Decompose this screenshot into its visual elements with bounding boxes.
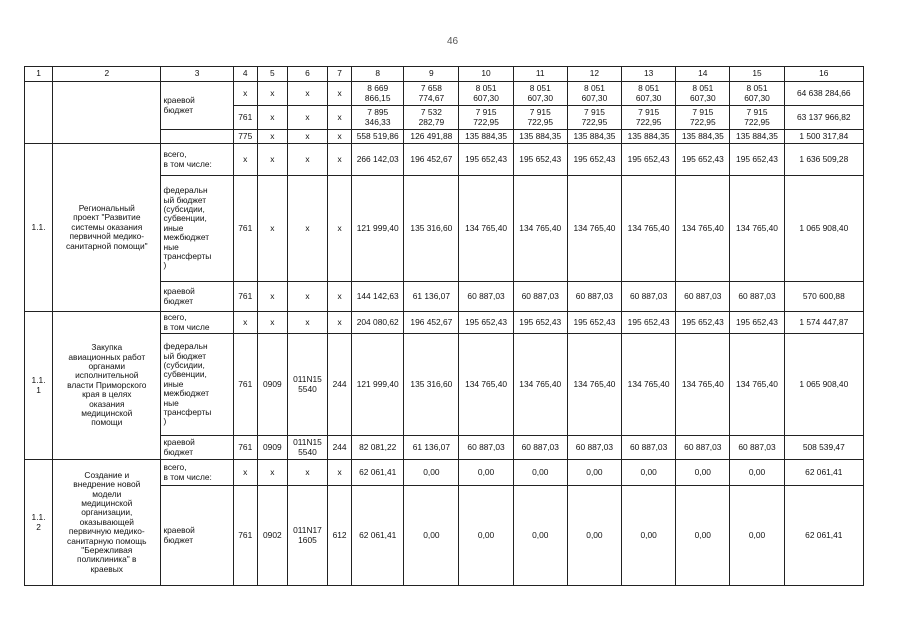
table-cell: 761 [233, 176, 257, 282]
table-cell: x [328, 282, 352, 312]
table-cell: x [257, 82, 287, 106]
row-label: краевой бюджет [161, 486, 233, 586]
table-row [25, 460, 864, 486]
table-cell: 134 765,40 [676, 176, 730, 282]
table-cell: 011N15 5540 [287, 334, 327, 436]
table-cell: 134 765,40 [567, 176, 621, 282]
table-cell: 121 999,40 [352, 176, 404, 282]
table-cell: 195 652,43 [513, 312, 567, 334]
table-cell: 195 652,43 [676, 144, 730, 176]
table-cell: 134 765,40 [622, 334, 676, 436]
table-cell: 134 765,40 [513, 176, 567, 282]
table-cell: 0,00 [513, 460, 567, 486]
table-cell: 570 600,88 [784, 282, 863, 312]
row-label: всего, в том числе: [161, 144, 233, 176]
table-cell: 1 500 317,84 [784, 130, 863, 144]
table-cell: 7 915 722,95 [513, 106, 567, 130]
table-cell: 60 887,03 [676, 436, 730, 460]
table-cell: 0,00 [622, 486, 676, 586]
column-header: 8 [352, 67, 404, 82]
table-cell: 761 [233, 334, 257, 436]
table-cell: x [287, 460, 327, 486]
table-cell: 61 136,07 [404, 436, 459, 460]
table-cell: 0,00 [676, 460, 730, 486]
table-cell: 195 652,43 [730, 144, 784, 176]
table-cell: 195 652,43 [730, 312, 784, 334]
table-cell: 0,00 [567, 486, 621, 586]
table-cell: x [233, 460, 257, 486]
column-header: 9 [404, 67, 459, 82]
table-cell: 7 915 722,95 [567, 106, 621, 130]
table-cell: 60 887,03 [730, 436, 784, 460]
table-cell: 7 915 722,95 [676, 106, 730, 130]
column-header: 6 [287, 67, 327, 82]
table-cell: x [257, 282, 287, 312]
section-number: 1.1. 2 [25, 460, 53, 586]
table-cell: 0902 [257, 486, 287, 586]
column-header: 16 [784, 67, 863, 82]
table-cell: 195 652,43 [676, 312, 730, 334]
table-cell: 134 765,40 [730, 334, 784, 436]
column-header: 2 [53, 67, 161, 82]
table-cell: 761 [233, 436, 257, 460]
table-cell: 196 452,67 [404, 144, 459, 176]
table-cell: 134 765,40 [622, 176, 676, 282]
column-header: 14 [676, 67, 730, 82]
table-cell: 0,00 [459, 460, 513, 486]
table-cell: 60 887,03 [567, 282, 621, 312]
table-cell: 0,00 [567, 460, 621, 486]
column-header: 1 [25, 67, 53, 82]
table-cell: 0,00 [459, 486, 513, 586]
table-cell: 135 884,35 [622, 130, 676, 144]
table-cell: 761 [233, 486, 257, 586]
column-header: 5 [257, 67, 287, 82]
table-cell: 8 051 607,30 [676, 82, 730, 106]
table-cell: 7 915 722,95 [730, 106, 784, 130]
section-title: Создание и внедрение новой модели медицинской организации, оказывающей первичную медико- санитарную помощь "Бережливая поликлиника" в краевых [53, 460, 161, 586]
table-cell: 0,00 [676, 486, 730, 586]
table-cell: 204 080,62 [352, 312, 404, 334]
table-cell: 63 137 966,82 [784, 106, 863, 130]
table-cell: 135 884,35 [567, 130, 621, 144]
column-header: 3 [161, 67, 233, 82]
table-cell: x [328, 144, 352, 176]
table-cell: 134 765,40 [459, 176, 513, 282]
table-cell: x [233, 312, 257, 334]
budget-label: краевой бюджет [161, 82, 233, 130]
table-cell: 60 887,03 [513, 282, 567, 312]
table-cell: 62 061,41 [352, 486, 404, 586]
table-cell: 135 316,60 [404, 334, 459, 436]
table-cell: 1 574 447,87 [784, 312, 863, 334]
column-header: 11 [513, 67, 567, 82]
table-cell: 8 051 607,30 [622, 82, 676, 106]
section-number: 1.1. 1 [25, 312, 53, 460]
table-cell: 121 999,40 [352, 334, 404, 436]
table-cell: x [257, 176, 287, 282]
table-cell: x [287, 282, 327, 312]
column-header: 12 [567, 67, 621, 82]
table-cell: 61 136,07 [404, 282, 459, 312]
table-cell: 0909 [257, 334, 287, 436]
table-cell: 011N17 1605 [287, 486, 327, 586]
table-cell: 134 765,40 [567, 334, 621, 436]
table-cell: 0909 [257, 436, 287, 460]
page-number: 46 [446, 36, 459, 47]
table-cell: 761 [233, 282, 257, 312]
table-cell: 0,00 [404, 460, 459, 486]
column-header: 10 [459, 67, 513, 82]
column-header: 15 [730, 67, 784, 82]
table-cell: 60 887,03 [730, 282, 784, 312]
table-cell: 126 491,88 [404, 130, 459, 144]
table-cell: 134 765,40 [513, 334, 567, 436]
table-cell: x [328, 312, 352, 334]
table-cell: 195 652,43 [567, 312, 621, 334]
table-cell: 7 915 722,95 [459, 106, 513, 130]
table-cell: x [287, 82, 327, 106]
row-label: федеральн ый бюджет (субсидии, субвенции, иные межбюджет ные трансферты ) [161, 176, 233, 282]
empty-cell [25, 82, 53, 144]
row-label: федеральн ый бюджет (субсидии, субвенции, иные межбюджет ные трансферты ) [161, 334, 233, 436]
table-cell: x [287, 144, 327, 176]
table-cell: 0,00 [404, 486, 459, 586]
table-cell: 64 638 284,66 [784, 82, 863, 106]
table-cell: 508 539,47 [784, 436, 863, 460]
table-cell: 60 887,03 [459, 436, 513, 460]
table-cell: x [233, 82, 257, 106]
table-cell: 011N15 5540 [287, 436, 327, 460]
table-cell: 558 519,86 [352, 130, 404, 144]
empty-cell [161, 130, 233, 144]
table-cell: x [287, 106, 327, 130]
table-cell: 0,00 [622, 460, 676, 486]
table-row [25, 144, 864, 176]
table-cell: 7 532 282,79 [404, 106, 459, 130]
table-cell: x [287, 130, 327, 144]
table-cell: 8 669 866,15 [352, 82, 404, 106]
table-cell: 62 061,41 [784, 460, 863, 486]
table-cell: x [257, 144, 287, 176]
budget-table [24, 66, 864, 586]
table-cell: 134 765,40 [676, 334, 730, 436]
table-cell: 62 061,41 [784, 486, 863, 586]
table-cell: 60 887,03 [622, 282, 676, 312]
table-cell: 195 652,43 [622, 312, 676, 334]
column-header: 7 [328, 67, 352, 82]
table-cell: 60 887,03 [513, 436, 567, 460]
table-cell: 135 884,35 [730, 130, 784, 144]
table-cell: 60 887,03 [676, 282, 730, 312]
row-label: краевой бюджет [161, 436, 233, 460]
table-cell: 0,00 [730, 486, 784, 586]
table-cell: x [287, 312, 327, 334]
table-cell: 144 142,63 [352, 282, 404, 312]
table-cell: 244 [328, 334, 352, 436]
table-cell: 195 652,43 [459, 144, 513, 176]
table-row [25, 312, 864, 334]
table-cell: 82 081,22 [352, 436, 404, 460]
section-title: Региональный проект "Развитие системы оказания первичной медико- санитарной помощи" [53, 144, 161, 312]
table-cell: 195 652,43 [622, 144, 676, 176]
table-cell: 135 884,35 [459, 130, 513, 144]
table-cell: 60 887,03 [622, 436, 676, 460]
table-cell: x [328, 176, 352, 282]
table-cell: 62 061,41 [352, 460, 404, 486]
table-cell: x [287, 176, 327, 282]
table-cell: x [257, 312, 287, 334]
table-cell: 135 884,35 [676, 130, 730, 144]
table-cell: 761 [233, 106, 257, 130]
table-cell: 1 065 908,40 [784, 334, 863, 436]
table-cell: 7 915 722,95 [622, 106, 676, 130]
table-cell: 1 636 509,28 [784, 144, 863, 176]
row-label: краевой бюджет [161, 282, 233, 312]
table-cell: 60 887,03 [459, 282, 513, 312]
column-header: 13 [622, 67, 676, 82]
table-cell: x [233, 144, 257, 176]
table-cell: 0,00 [730, 460, 784, 486]
table-row [25, 82, 864, 106]
table-cell: 7 658 774,67 [404, 82, 459, 106]
table-cell: x [257, 460, 287, 486]
table-cell: 8 051 607,30 [567, 82, 621, 106]
column-header: 4 [233, 67, 257, 82]
table-cell: x [328, 82, 352, 106]
table-cell: 266 142,03 [352, 144, 404, 176]
table-cell: 135 884,35 [513, 130, 567, 144]
table-cell: 244 [328, 436, 352, 460]
table-cell: 0,00 [513, 486, 567, 586]
table-cell: 134 765,40 [730, 176, 784, 282]
table-cell: 1 065 908,40 [784, 176, 863, 282]
table-cell: x [257, 130, 287, 144]
table-cell: 8 051 607,30 [730, 82, 784, 106]
table-cell: 134 765,40 [459, 334, 513, 436]
row-label: всего, в том числе: [161, 460, 233, 486]
table-cell: 8 051 607,30 [513, 82, 567, 106]
table-cell: x [257, 106, 287, 130]
table-cell: 7 895 346,33 [352, 106, 404, 130]
section-number: 1.1. [25, 144, 53, 312]
table-cell: 60 887,03 [567, 436, 621, 460]
row-label: всего, в том числе [161, 312, 233, 334]
section-title: Закупка авиационных работ органами исполнительной власти Приморского края в целях оказания медицинской помощи [53, 312, 161, 460]
table-cell: 195 652,43 [459, 312, 513, 334]
table-cell: 195 652,43 [513, 144, 567, 176]
table-cell: x [328, 460, 352, 486]
table-cell: 8 051 607,30 [459, 82, 513, 106]
column-header-row [25, 67, 864, 82]
table-cell: 195 652,43 [567, 144, 621, 176]
table-cell: x [328, 130, 352, 144]
table-cell: 196 452,67 [404, 312, 459, 334]
table-cell: 135 316,60 [404, 176, 459, 282]
table-cell: 612 [328, 486, 352, 586]
table-cell: x [328, 106, 352, 130]
table-cell: 775 [233, 130, 257, 144]
empty-cell [53, 82, 161, 144]
